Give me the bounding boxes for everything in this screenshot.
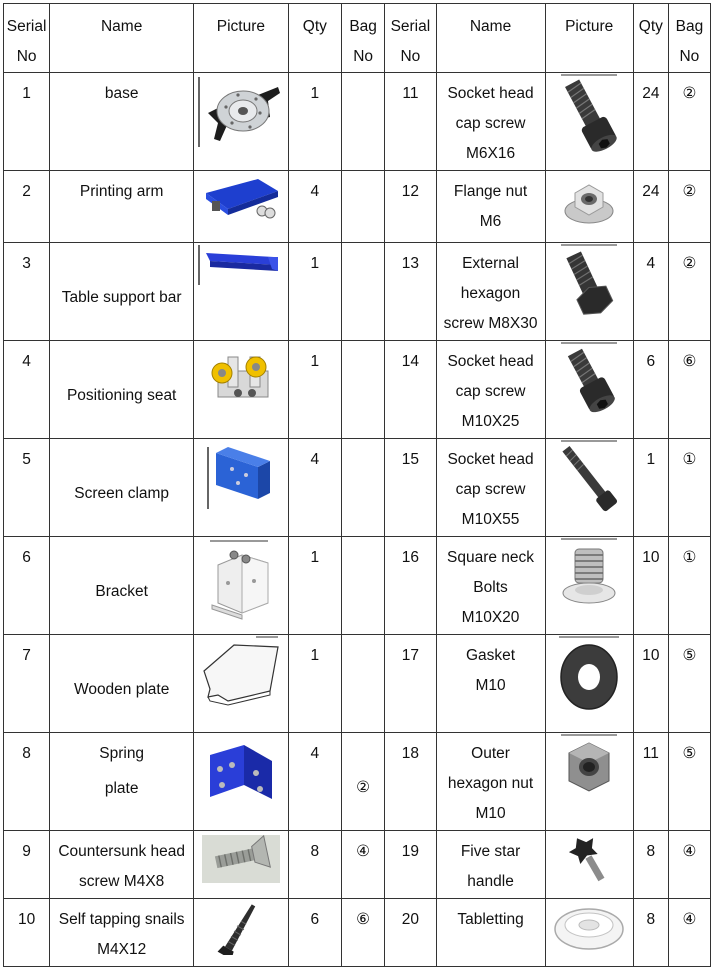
picture-cell [545,341,633,439]
serial-cell: 19 [385,831,436,899]
header-qty-left: Qty [288,4,341,73]
qty-cell: 8 [288,831,341,899]
picture-cell [194,733,289,831]
table-row [4,243,711,341]
header-picture-right: Picture [545,4,633,73]
serial-cell: 12 [385,171,436,243]
hex-nut-icon [559,733,619,807]
table-row [4,341,711,439]
bag-cell: ⑥ [342,899,385,967]
blue-support-bar-icon [198,243,284,287]
name-cell: Screen clamp [50,439,194,537]
bag-cell: ① [668,439,710,537]
bag-cell: ⑤ [668,635,710,733]
picture-cell [545,831,633,899]
header-picture-left: Picture [194,4,289,73]
name-cell: Five star handle [436,831,545,899]
bag-cell [342,73,385,171]
hex-screw-icon [559,243,619,323]
name-cell: base [50,73,194,171]
qty-cell: 6 [633,341,668,439]
table-row [4,831,711,899]
serial-cell: 10 [4,899,50,967]
parts-list-table [3,3,711,967]
qty-cell: 1 [288,73,341,171]
table-row [4,635,711,733]
picture-cell [545,537,633,635]
picture-cell [545,733,633,831]
serial-cell: 1 [4,73,50,171]
bag-cell: ④ [668,899,710,967]
bag-cell: ① [668,537,710,635]
serial-cell: 3 [4,243,50,341]
serial-cell: 13 [385,243,436,341]
blue-screen-clamp-icon [198,439,284,513]
socket-head-screw-icon [559,73,619,157]
qty-cell: 1 [633,439,668,537]
qty-cell: 11 [633,733,668,831]
name-cell: Gasket M10 [436,635,545,733]
serial-cell: 16 [385,537,436,635]
table-row [4,439,711,537]
name-cell: Bracket [50,537,194,635]
rotary-base-icon [198,73,284,149]
qty-cell: 4 [288,171,341,243]
qty-cell: 8 [633,831,668,899]
name-cell: Self tapping snails M4X12 [50,899,194,967]
serial-cell: 14 [385,341,436,439]
table-row [4,171,711,243]
name-cell: Square neck Bolts M10X20 [436,537,545,635]
header-bag-left: Bag No [342,4,385,73]
self-tapping-screw-icon [198,899,284,955]
qty-cell: 24 [633,73,668,171]
serial-cell: 15 [385,439,436,537]
serial-cell: 17 [385,635,436,733]
serial-cell: 9 [4,831,50,899]
header-name-right: Name [436,4,545,73]
name-cell: Wooden plate [50,635,194,733]
name-cell: Countersunk head screw M4X8 [50,831,194,899]
bag-cell [342,243,385,341]
table-row [4,73,711,171]
picture-cell [545,171,633,243]
qty-cell: 8 [633,899,668,967]
serial-cell: 2 [4,171,50,243]
positioning-seat-icon [198,341,284,411]
serial-cell: 8 [4,733,50,831]
serial-cell: 4 [4,341,50,439]
qty-cell: 1 [288,243,341,341]
serial-cell: 11 [385,73,436,171]
picture-cell [545,243,633,341]
bag-cell: ⑥ [668,341,710,439]
picture-cell [194,537,289,635]
bag-cell: ② [668,171,710,243]
name-cell: Tabletting [436,899,545,967]
picture-cell [545,635,633,733]
bag-cell: ④ [668,831,710,899]
wooden-plate-icon [198,635,284,711]
bag-cell: ④ [342,831,385,899]
header-name-left: Name [50,4,194,73]
bag-cell [342,341,385,439]
qty-cell: 4 [633,243,668,341]
name-cell: Outer hexagon nut M10 [436,733,545,831]
table-row [4,537,711,635]
bag-cell: ② [668,73,710,171]
name-cell: External hexagon screw M8X30 [436,243,545,341]
header-bag-right: Bag No [668,4,710,73]
picture-cell [194,243,289,341]
picture-cell [545,439,633,537]
name-cell: Socket head cap screw M6X16 [436,73,545,171]
picture-cell [194,439,289,537]
bag-cell: ② [342,733,385,831]
name-cell: Table support bar [50,243,194,341]
socket-head-screw-icon [559,341,619,417]
bag-cell: ⑤ [668,733,710,831]
qty-cell: 6 [288,899,341,967]
header-qty-right: Qty [633,4,668,73]
blue-printing-arm-icon [198,171,284,227]
picture-cell [545,899,633,967]
long-socket-screw-icon [559,439,619,519]
bag-cell [342,439,385,537]
qty-cell: 1 [288,537,341,635]
blue-spring-plate-icon [198,733,284,809]
header-row [4,4,711,73]
bag-cell: ② [668,243,710,341]
name-cell: Socket head cap screw M10X55 [436,439,545,537]
qty-cell: 4 [288,439,341,537]
name-cell: Positioning seat [50,341,194,439]
serial-cell: 7 [4,635,50,733]
picture-cell [194,171,289,243]
table-row [4,899,711,967]
picture-cell [545,73,633,171]
qty-cell: 10 [633,635,668,733]
serial-cell: 6 [4,537,50,635]
gasket-washer-icon [557,635,621,713]
picture-cell [194,635,289,733]
serial-cell: 5 [4,439,50,537]
table-row [4,733,711,831]
name-cell: Socket head cap screw M10X25 [436,341,545,439]
flange-nut-icon [559,171,619,231]
picture-cell [194,831,289,899]
qty-cell: 24 [633,171,668,243]
countersunk-screw-icon [198,831,284,887]
flat-washer-icon [551,899,627,955]
serial-cell: 18 [385,733,436,831]
qty-cell: 1 [288,341,341,439]
serial-cell: 20 [385,899,436,967]
picture-cell [194,341,289,439]
name-cell: Flange nut M6 [436,171,545,243]
header-serial-left: Serial No [4,4,50,73]
qty-cell: 10 [633,537,668,635]
header-serial-right: Serial No [385,4,436,73]
square-neck-bolt-icon [559,537,619,611]
name-cell: Printing arm [50,171,194,243]
picture-cell [194,899,289,967]
bag-cell [342,171,385,243]
bag-cell [342,537,385,635]
star-knob-icon [559,831,619,887]
picture-cell [194,73,289,171]
bag-cell [342,635,385,733]
name-cell: Spring plate [50,733,194,831]
qty-cell: 4 [288,733,341,831]
qty-cell: 1 [288,635,341,733]
white-bracket-icon [198,537,284,621]
